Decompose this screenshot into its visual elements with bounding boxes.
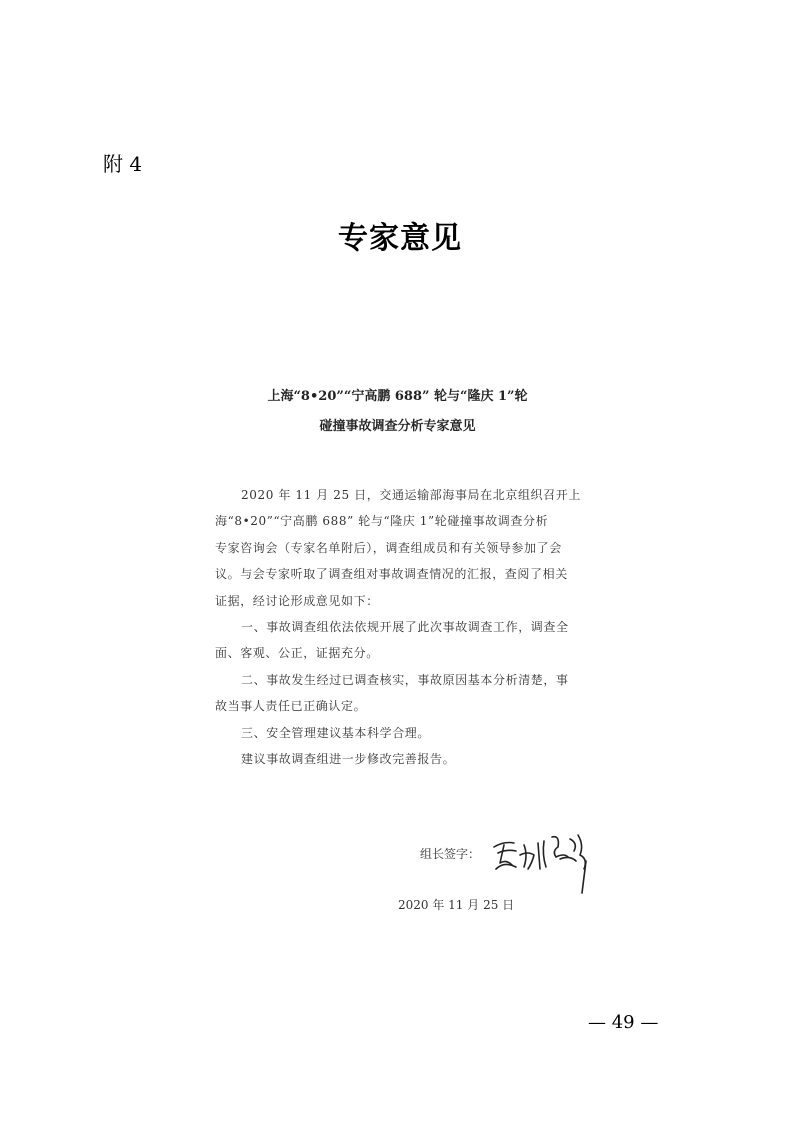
body-line: 议。与会专家听取了调查组对事故调查情况的汇报，查阅了相关 — [215, 567, 568, 582]
body-line: 2020 年 11 月 25 日，交通运输部海事局在北京组织召开上 — [241, 488, 581, 502]
page-number: — 49 — — [588, 1012, 659, 1033]
signature-date: 2020 年 11 月 25 日 — [398, 898, 515, 912]
letter-title-line-2: 碰撞事故调查分析专家意见 — [319, 419, 476, 434]
attachment-label: 附 4 — [103, 152, 143, 176]
body-line: 证据，经讨论形成意见如下： — [215, 593, 379, 608]
opinion-item-1: 一、事故调查组依法依规开展了此次事故调查工作，调查全 — [241, 620, 569, 635]
body-line: 故当事人责任已正确认定。 — [215, 699, 367, 714]
handwritten-signature — [490, 825, 600, 895]
signature-label: 组长签字： — [420, 847, 481, 861]
page-title: 专家意见 — [338, 221, 462, 256]
recommendation-line: 建议事故调查组进一步修改完善报告。 — [241, 752, 456, 767]
letter-title-line-1: 上海“8•20”“宁高鹏 688” 轮与“隆庆 1”轮 — [267, 389, 528, 404]
letter-body — [215, 482, 580, 772]
opinion-item-3: 三、安全管理建议基本科学合理。 — [241, 725, 431, 740]
body-line: 海“8•20”“宁高鹏 688” 轮与“隆庆 1”轮碰撞事故调查分析 — [215, 514, 549, 529]
body-line: 专家咨询会（专家名单附后），调查组成员和有关领导参加了会 — [215, 540, 562, 555]
scanned-letter — [215, 378, 580, 918]
body-line: 面、客观、公正，证据充分。 — [215, 646, 379, 661]
opinion-item-2: 二、事故发生经过已调查核实，事故原因基本分析清楚，事 — [241, 672, 569, 687]
